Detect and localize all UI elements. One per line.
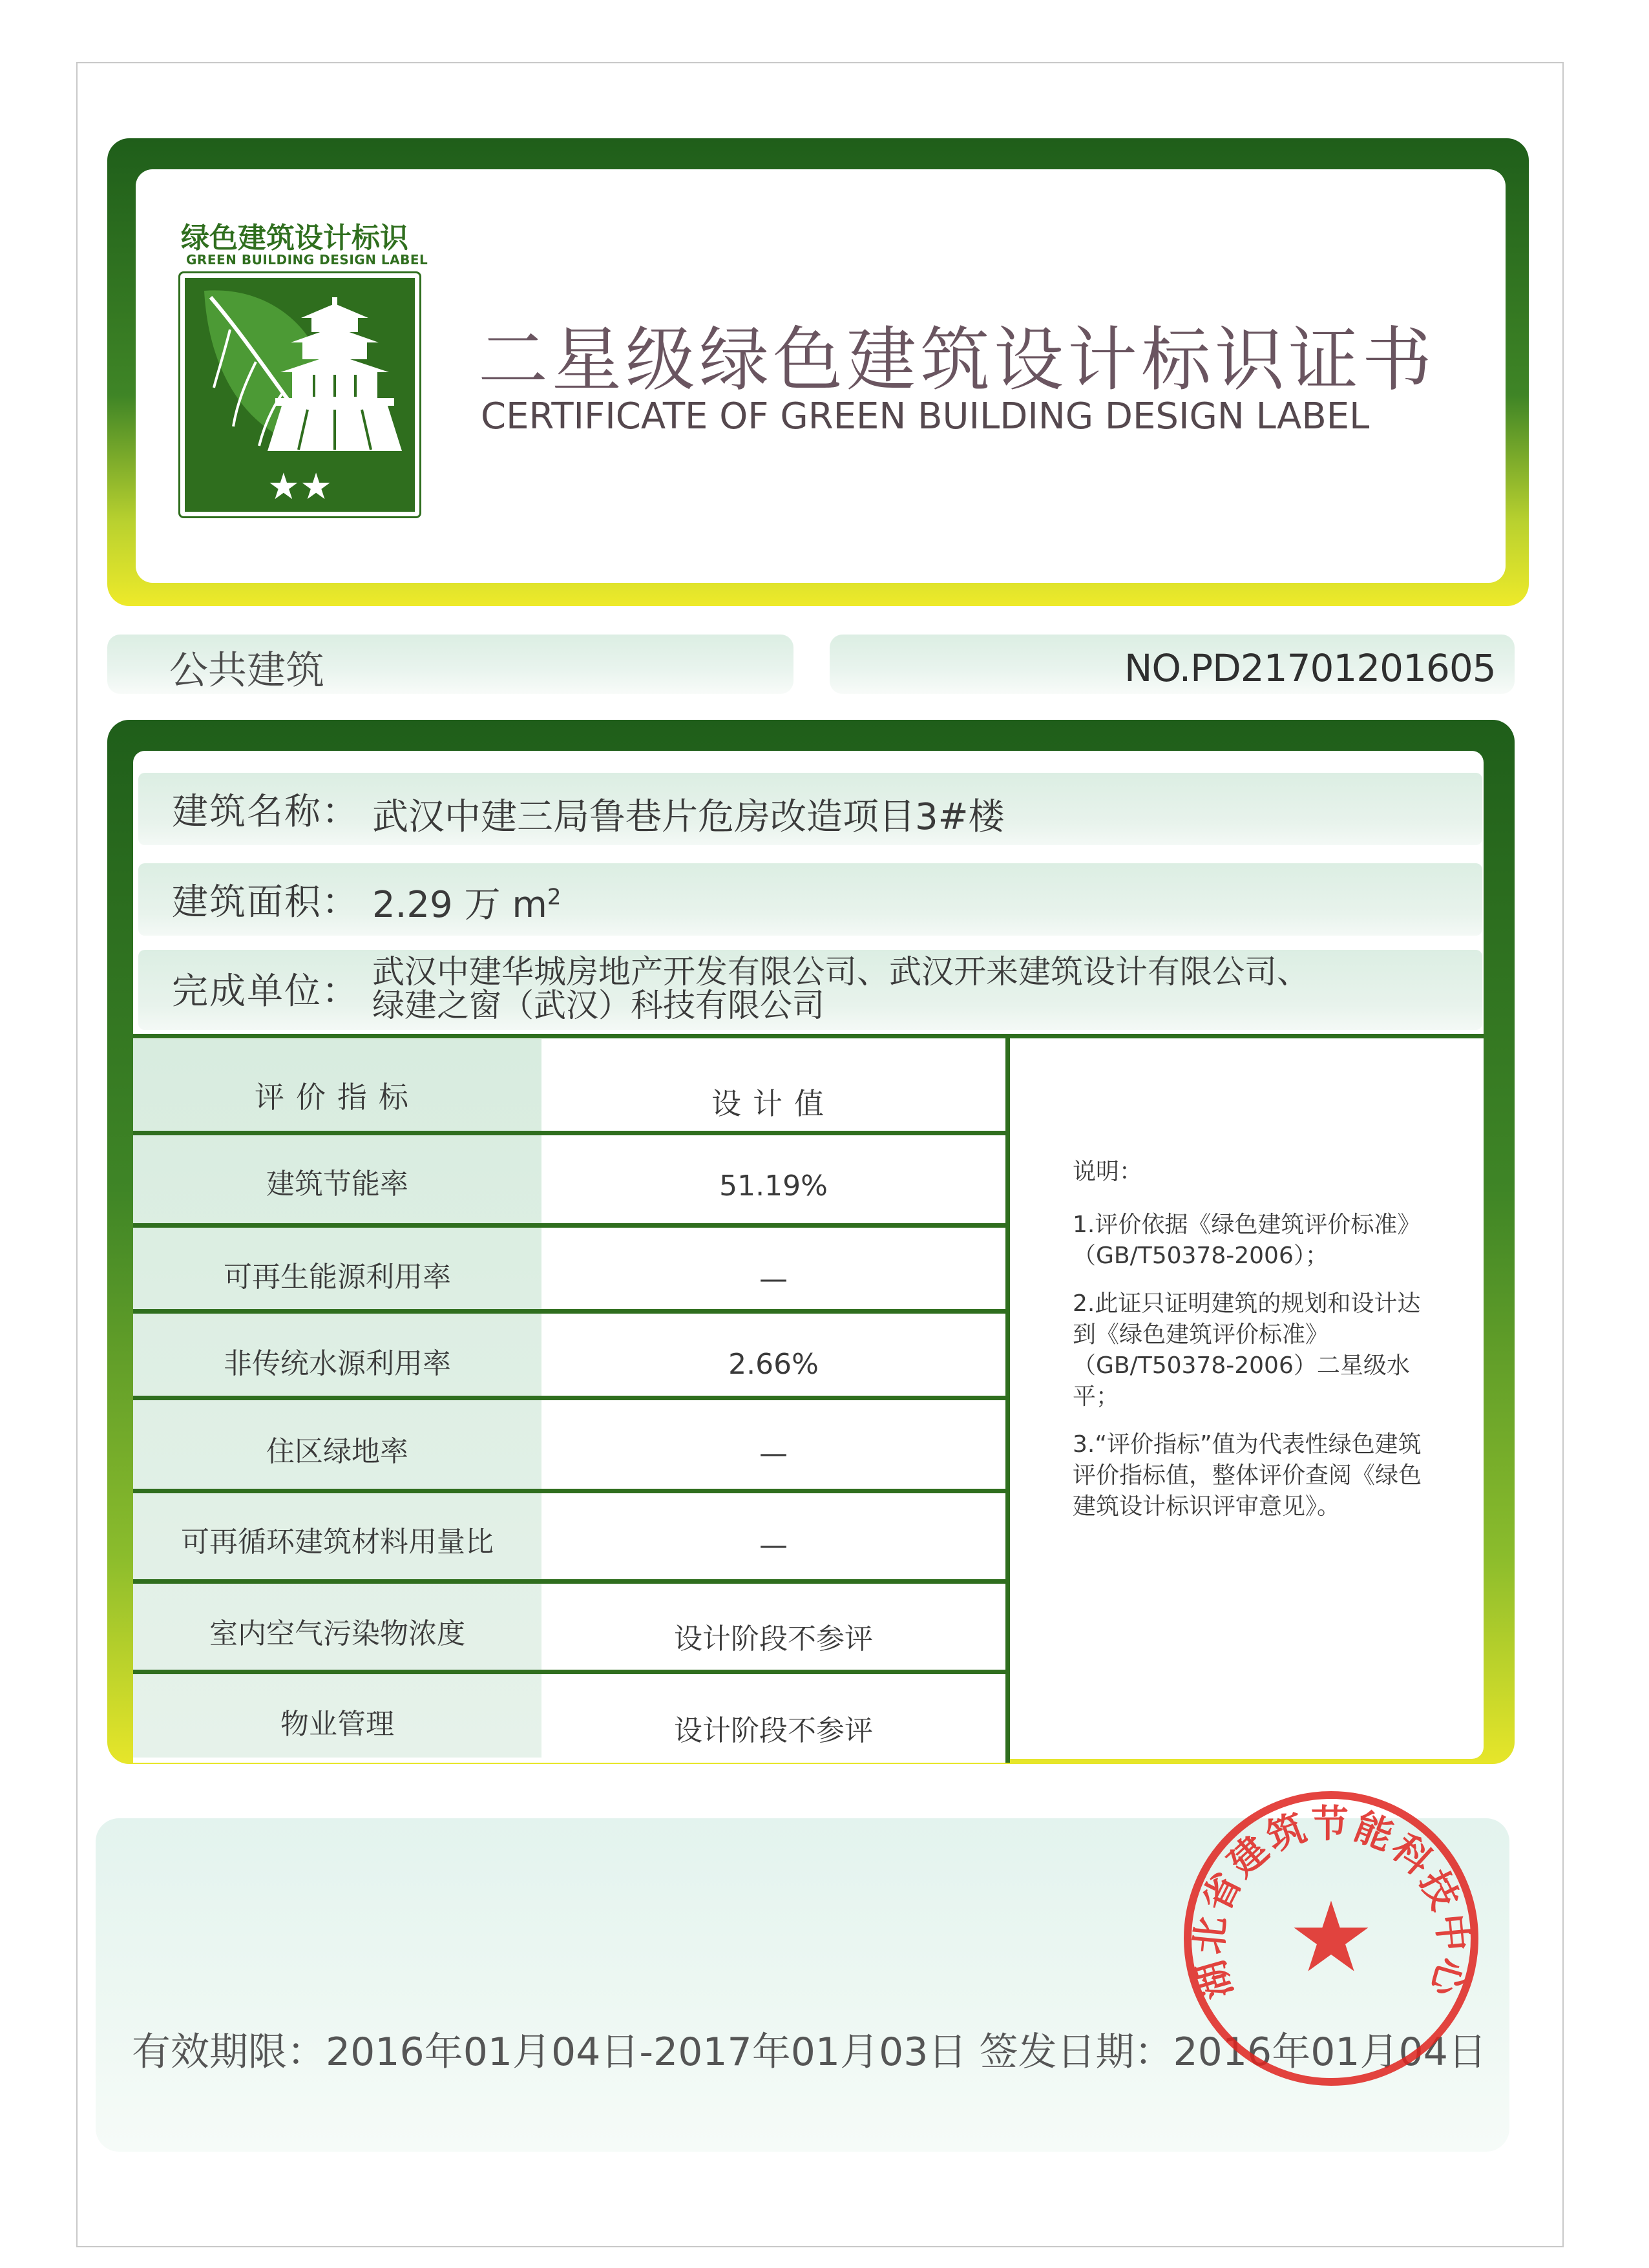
note-item: 2.此证只证明建筑的规划和设计达到《绿色建筑评价标准》（GB/T50378-2006）二星级水平； bbox=[1073, 1290, 1421, 1410]
indicator-cell: 室内空气污染物浓度 bbox=[209, 1617, 465, 1650]
notes bbox=[1073, 1157, 1434, 1539]
official-seal-stamp bbox=[1176, 1783, 1486, 2094]
table-line bbox=[133, 1131, 1009, 1135]
completion-unit-line2: 绿建之窗（武汉）科技有限公司 bbox=[372, 987, 824, 1024]
logo-title-en: GREEN BUILDING DESIGN LABEL bbox=[186, 252, 428, 268]
indicator-cell: 住区绿地率 bbox=[266, 1435, 408, 1468]
value-cell: 51.19% bbox=[719, 1170, 828, 1202]
building-name-value: 武汉中建三局鲁巷片危房改造项目3#楼 bbox=[372, 796, 1005, 838]
indicator-cell: 可再生能源利用率 bbox=[224, 1261, 451, 1294]
seal-star-icon: ★ bbox=[1287, 1882, 1375, 1994]
table-line bbox=[133, 1309, 1009, 1314]
indicator-cell: 可再循环建筑材料用量比 bbox=[181, 1526, 494, 1559]
seal-text: 湖北省建筑节能科技中心 bbox=[1186, 1801, 1476, 2004]
table-line bbox=[133, 1670, 1009, 1674]
certificate-number: NO.PD21701201605 bbox=[1124, 646, 1496, 690]
note-item: 3.“评价指标”值为代表性绿色建筑评价指标值，整体评价查阅《绿色建筑设计标识评审意见》。 bbox=[1073, 1431, 1422, 1520]
completion-unit-line1: 武汉中建华城房地产开发有限公司、武汉开来建筑设计有限公司、 bbox=[372, 953, 1309, 991]
logo-title-cn: 绿色建筑设计标识 bbox=[181, 222, 408, 255]
building-area-value: 2.29 万 $m^2$ bbox=[372, 884, 562, 926]
validity-dates: 有效期限：2016年01月04日-2017年01月03日 签发日期：2016年01月04日 bbox=[132, 2030, 1487, 2075]
table-line bbox=[133, 1489, 1009, 1493]
indicator-cell: 建筑节能率 bbox=[266, 1168, 408, 1201]
value-cell: — bbox=[759, 1437, 788, 1470]
notes-title: 说明： bbox=[1073, 1159, 1143, 1185]
value-cell: — bbox=[759, 1529, 788, 1562]
value-cell: 设计阶段不参评 bbox=[674, 1714, 873, 1747]
building-area-label: 建筑面积： bbox=[172, 881, 359, 923]
building-name-label: 建筑名称： bbox=[172, 791, 359, 833]
indicator-cell: 非传统水源利用率 bbox=[224, 1347, 451, 1380]
table-divider bbox=[1005, 1034, 1010, 1763]
building-category: 公共建筑 bbox=[169, 648, 324, 693]
indicator-cell: 物业管理 bbox=[280, 1708, 394, 1741]
completion-unit-label: 完成单位： bbox=[172, 971, 359, 1013]
indicator-header: 评价指标 bbox=[255, 1080, 420, 1115]
certificate-title: 二星级绿色建筑设计标识证书 bbox=[478, 320, 1436, 401]
value-cell: 2.66% bbox=[728, 1348, 819, 1381]
value-cell: — bbox=[759, 1263, 788, 1296]
table-top-line bbox=[133, 1034, 1484, 1038]
table-line bbox=[133, 1579, 1009, 1584]
certificate-subtitle: CERTIFICATE OF GREEN BUILDING DESIGN LABEL bbox=[481, 395, 1370, 437]
table-line bbox=[133, 1396, 1009, 1400]
table-line bbox=[133, 1223, 1009, 1228]
value-header: 设计值 bbox=[711, 1086, 835, 1121]
note-item: 1.评价依据《绿色建筑评价标准》（GB/T50378-2006）； bbox=[1073, 1212, 1421, 1269]
logo-stars: ★★ bbox=[267, 466, 333, 508]
value-cell: 设计阶段不参评 bbox=[674, 1622, 873, 1655]
temple-leaf-logo-icon bbox=[185, 278, 415, 512]
